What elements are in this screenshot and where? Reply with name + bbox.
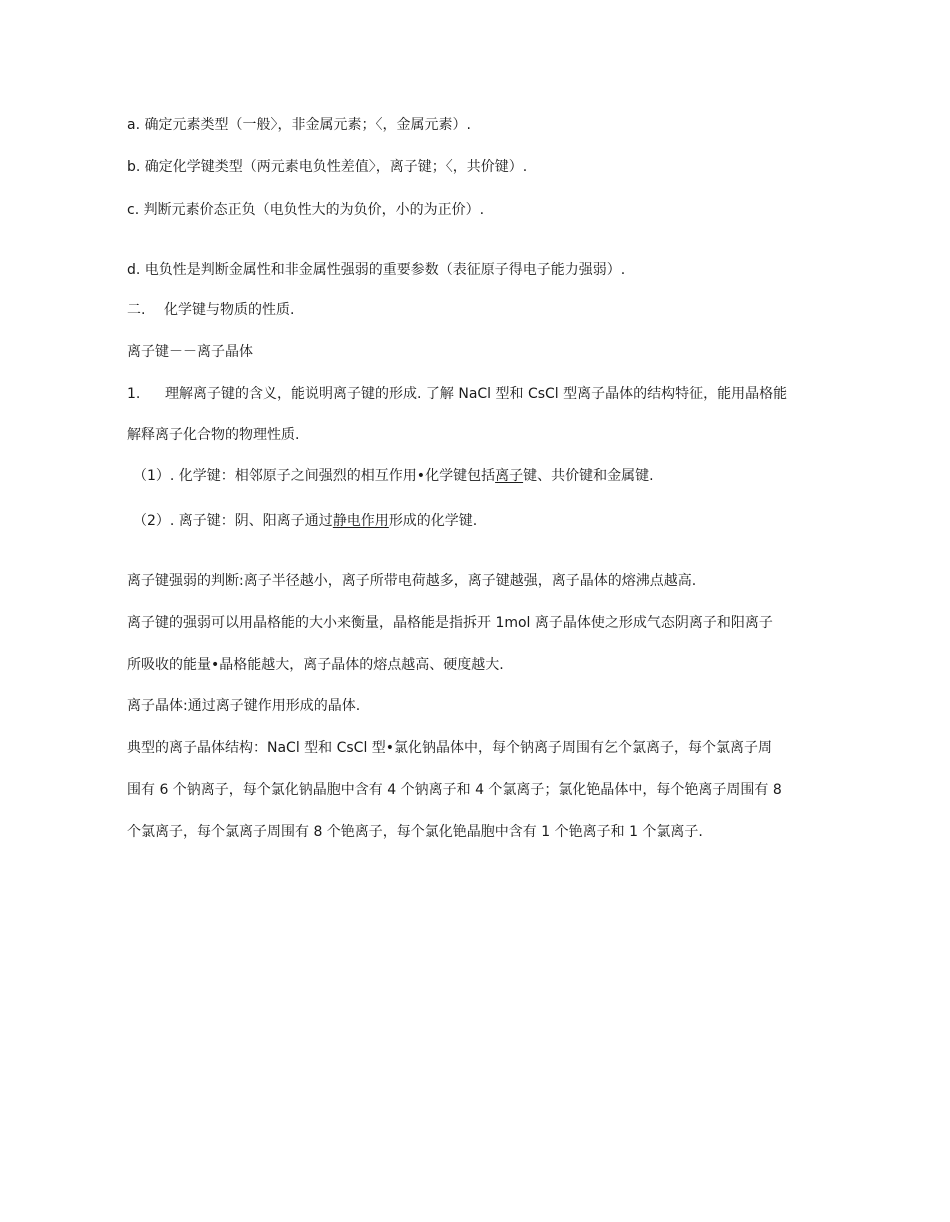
sub-point-2-underlined: 静电作用 — [332, 513, 389, 529]
sub-point-2 — [133, 511, 863, 531]
section-heading — [127, 300, 857, 320]
sub-point-2-tail: 形成的化学键. — [388, 513, 478, 529]
point-1-line-1 — [127, 384, 857, 404]
point-1-line-2: 解释离子化合物的物理性质. — [127, 427, 300, 443]
sub-point-1-text: （1）. 化学键：相邻原子之间强烈的相互作用•化学键包括 — [133, 468, 496, 484]
item-b: b. 确定化学键类型（两元素电负性差值〉，离子键；〈，共价键）. — [127, 159, 528, 175]
sub-point-2-text: （2）. 离子键：阴、阳离子通过 — [133, 513, 333, 529]
sub-point-1-tail: 键、共价键和金属键. — [523, 468, 654, 484]
paragraph-typical-line-2: 围有 6 个钠离子，每个氯化钠晶胞中含有 4 个钠离子和 4 个氯离子；氯化铯晶体中，每个铯离子周围有 8 — [127, 782, 782, 798]
section-number: 二. — [127, 302, 146, 318]
point-1-text: 理解离子键的含义，能说明离子键的形成. 了解 NaCl 型和 CsCl 型离子晶体的结构特征，能用晶格能 — [165, 386, 788, 402]
sub-point-1-underlined: 离子 — [495, 468, 524, 484]
point-1-number: 1. — [127, 386, 141, 402]
subsection-heading: 离子键－－离子晶体 — [127, 344, 253, 360]
paragraph-crystal: 离子晶体:通过离子键作用形成的晶体. — [127, 698, 361, 714]
paragraph-typical-line-3: 个氯离子，每个氯离子周围有 8 个铯离子，每个氯化铯晶胞中含有 1 个铯离子和 1 个氯离子. — [127, 824, 703, 840]
item-d: d. 电负性是判断金属性和非金属性强弱的重要参数（表征原子得电子能力强弱）. — [127, 262, 626, 278]
section-title: 化学键与物质的性质. — [164, 302, 295, 318]
paragraph-typical-line-1: 典型的离子晶体结构：NaCl 型和 CsCl 型•氯化钠晶体中，每个钠离子周围有乞个氯离子，每个氯离子周 — [127, 740, 773, 756]
item-c: c. 判断元素价态正负（电负性大的为负价，小的为正价）. — [127, 202, 485, 218]
sub-point-1 — [133, 466, 863, 486]
item-a: a. 确定元素类型（一般〉，非金属元素；〈，金属元素）. — [127, 117, 471, 133]
paragraph-lattice-line-1: 离子键的强弱可以用晶格能的大小来衡量，晶格能是指拆开 1mol 离子晶体使之形成气态阴离子和阳离子 — [127, 615, 773, 631]
paragraph-strength: 离子键强弱的判断:离子半径越小，离子所带电荷越多，离子键越强，离子晶体的熔沸点越高. — [127, 573, 697, 589]
paragraph-lattice-line-2: 所吸收的能量•晶格能越大，离子晶体的熔点越高、硬度越大. — [127, 657, 504, 673]
